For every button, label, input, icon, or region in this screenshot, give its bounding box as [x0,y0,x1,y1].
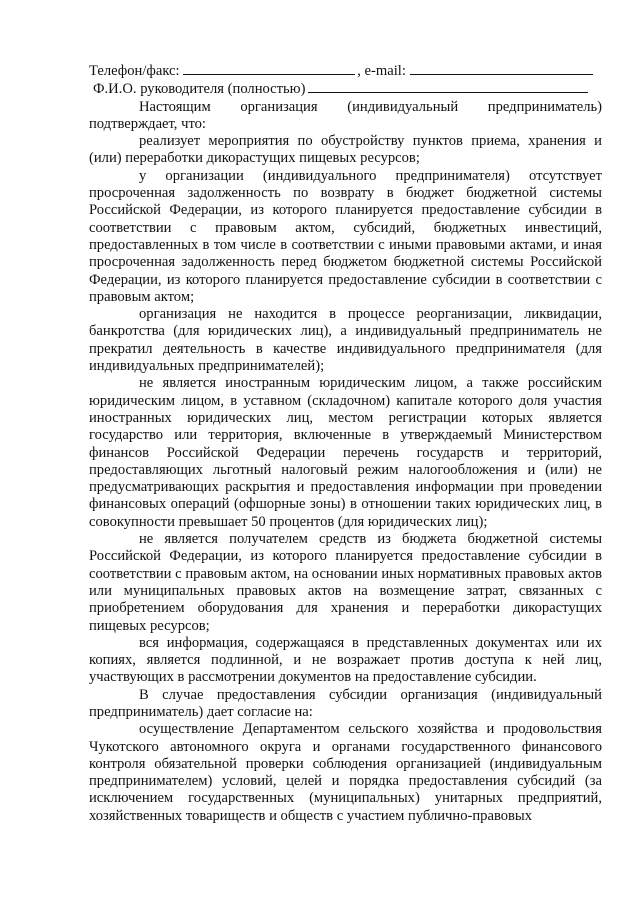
fio-line [89,80,602,98]
paragraph-no-debt: у организации (индивидуального предпринимателя) отсутствует просроченная задолженность по возврату в бюджет бюджетной системы Российской Федерации, из которого планируется предоставление субсидии в соответствии с правовым актом, субсидий, бюджетных инвестиций, предоставленных в том числе в соответствии с иными правовыми актами, и иная просроченная задолженность перед бюджетом бюджетной системы Российской Федерации, из которого планируется предоставление субсидии в соответствии с правовым актом; [89,167,602,305]
paragraph-consent-intro: В случае предоставления субсидии организация (индивидуальный предприниматель) дает согласие на: [89,686,602,720]
phone-blank-field[interactable] [183,62,355,75]
paragraph-no-reorganization: организация не находится в процессе реорганизации, ликвидации, банкротства (для юридических лиц), а индивидуальный предприниматель не прекратил деятельность в качестве индивидуального предпринимателя (для индивидуальных предпринимателей); [89,306,602,375]
paragraph-information-authentic: вся информация, содержащаяся в представленных документах или их копиях, является подлинной, и не возражает против доступа к ней лиц, участвующих в рассмотрении документов на предоставление субсидии. [89,634,602,686]
paragraph-consent-inspection: осуществление Департаментом сельского хозяйства и продовольствия Чукотского автономного округа и органами государственного финансового контроля обязательной проверки соблюдения организацией (индивидуальным предпринимателем) условий, целей и порядка предоставления субсидий (за исключением государственных (муниципальных) унитарных предприятий, хозяйственных товариществ и обществ с участием публично-правовых [89,721,602,824]
paragraph-not-recipient: не является получателем средств из бюджета бюджетной системы Российской Федерации, из которого планируется предоставление субсидии в соответствии с правовым актом, на основании иных нормативных правовых актов или муниципальных правовых актов на возмещение затрат, связанных с приобретением оборудования для хранения и переработки дикорастущих пищевых ресурсов; [89,531,602,634]
contact-line [89,62,602,80]
paragraph-intro: Настоящим организация (индивидуальный предприниматель) подтверждает, что: [89,98,602,132]
fio-blank-field[interactable] [308,80,588,93]
paragraph-not-foreign: не является иностранным юридическим лицом, а также российским юридическим лицом, в уставном (складочном) капитале которого доля участия иностранных юридических лиц, местом регистрации которых является государство или территория, включенные в утверждаемый Министерством финансов Российской Федерации перечень государств и территорий, предоставляющих льготный налоговый режим налогообложения и (или) не предусматривающих раскрытия и предоставления информации при проведении финансовых операций (офшорные зоны) в отношении таких юридических лиц, в совокупности превышает 50 процентов (для юридических лиц); [89,375,602,530]
phone-label: Телефон/факс: [89,63,180,79]
document-page [89,62,602,825]
email-label: , e-mail: [357,63,406,79]
fio-label: Ф.И.О. руководителя (полностью) [93,81,306,98]
email-blank-field[interactable] [410,62,593,75]
paragraph-activities: реализует мероприятия по обустройству пунктов приема, хранения и (или) переработки дикорастущих пищевых ресурсов; [89,133,602,167]
